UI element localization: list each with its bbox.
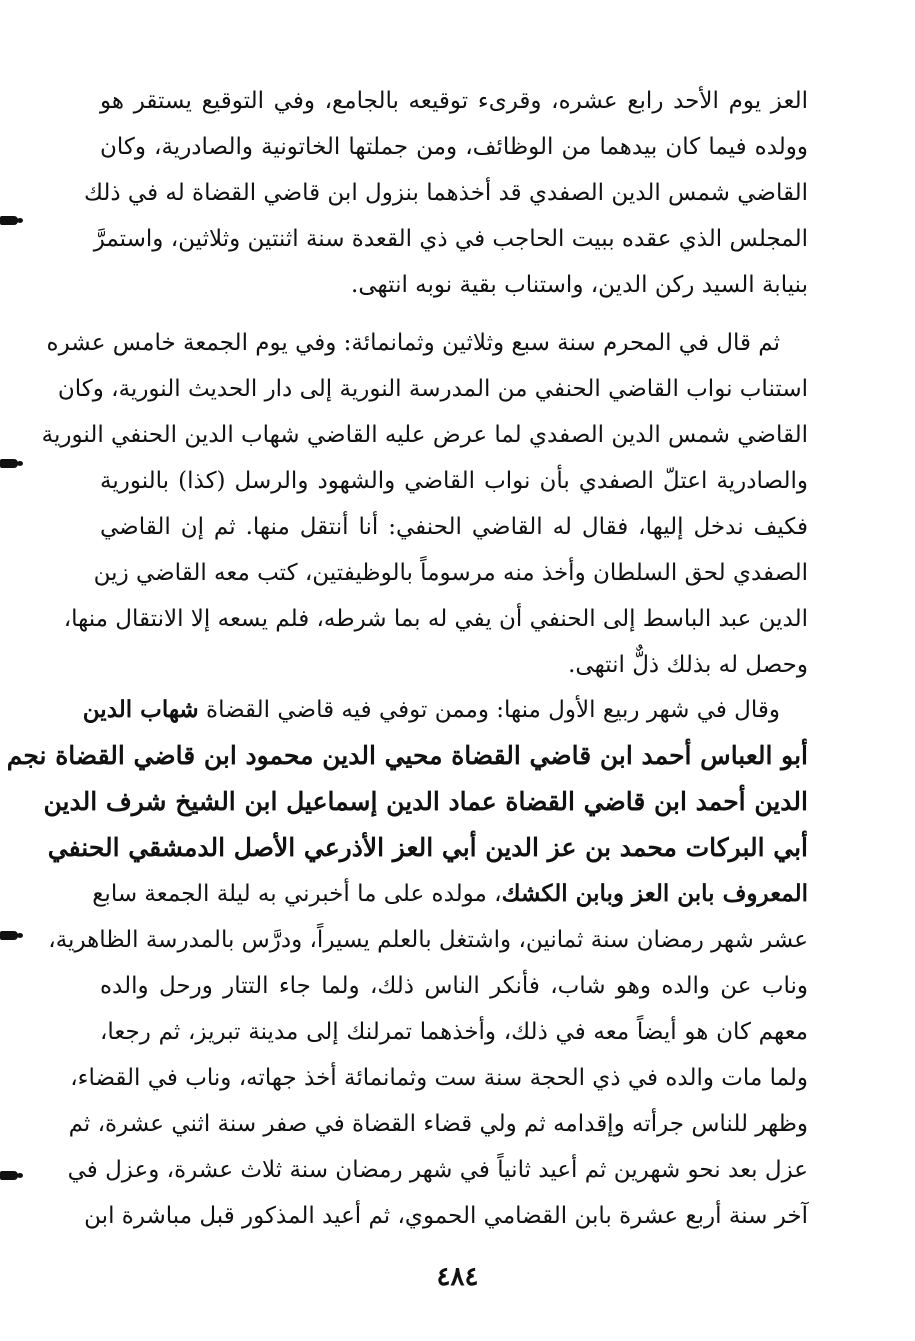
text-line: عشر شهر رمضان سنة ثمانين، واشتغل بالعلم يسيراً، ودرَّس بالمدرسة الظاهرية، xyxy=(48,927,808,953)
text-line: والصادرية اعتلّ الصفدي بأن نواب القاضي والشهود والرسل (كذا) بالنورية xyxy=(100,468,808,494)
text-line: وحصل له بذلك ذلٌّ انتهى. xyxy=(568,652,808,678)
text-line: القاضي شمس الدين الصفدي لما عرض عليه القاضي شهاب الدين الحنفي النورية xyxy=(41,422,808,448)
margin-mark xyxy=(0,216,18,225)
bold-text-line: أبي البركات محمد بن عز الدين أبي العز الأذرعي الأصل الدمشقي الحنفي xyxy=(47,833,808,862)
text-line: فكيف ندخل إليها، فقال له القاضي الحنفي: أنا أنتقل منها. ثم إن القاضي xyxy=(100,514,808,540)
bold-name: المعروف بابن العز وبابن الكشك xyxy=(501,880,808,907)
text-span: وقال في شهر ربيع الأول منها: وممن توفي فيه قاضي القضاة xyxy=(206,697,780,723)
text-line xyxy=(92,871,808,917)
paragraph-2 xyxy=(41,320,808,688)
text-line xyxy=(82,687,808,733)
text-line: معهم كان هو أيضاً معه في ذلك، وأخذهما تمرلنك إلى مدينة تبريز، ثم رجعا، xyxy=(100,1019,808,1045)
text-line: وولده فيما كان بيدهما من الوظائف، ومن جملتها الخاتونية والصادرية، وكان xyxy=(100,134,808,160)
paragraph-3 xyxy=(6,687,808,1239)
margin-mark xyxy=(0,931,18,940)
text-line: عزل بعد نحو شهرين ثم أعيد ثانياً في شهر رمضان سنة ثلاث عشرة، وعزل في xyxy=(67,1157,808,1183)
text-span: ، مولده على ما أخبرني به ليلة الجمعة سابع xyxy=(92,881,502,907)
paragraph-1 xyxy=(83,78,808,308)
text-line: ولما مات والده في ذي الحجة سنة ست وثمانمائة أخذ جهاته، وناب في القضاء، xyxy=(70,1065,808,1091)
text-line: الدين عبد الباسط إلى الحنفي أن يفي له بما شرطه، فلم يسعه إلا الانتقال منها، xyxy=(63,606,808,632)
text-line: ثم قال في المحرم سنة سبع وثلاثين وثمانمائة: وفي يوم الجمعة خامس عشره xyxy=(46,330,780,356)
text-line: وناب عن والده وهو شاب، فأنكر الناس ذلك، ولما جاء التتار ورحل والده xyxy=(100,973,808,999)
text-line: المجلس الذي عقده ببيت الحاجب في ذي القعدة سنة اثنتين وثلاثين، واستمرَّ xyxy=(93,226,808,252)
text-line: آخر سنة أربع عشرة بابن القضامي الحموي، ثم أعيد المذكور قبل مباشرة ابن xyxy=(84,1203,808,1229)
text-line: وظهر للناس جرأته وإقدامه ثم ولي قضاء القضاة في صفر سنة اثني عشرة، ثم xyxy=(68,1111,808,1137)
text-line: القاضي شمس الدين الصفدي قد أخذهما بنزول ابن قاضي القضاة له في ذلك xyxy=(83,180,808,206)
text-line: بنيابة السيد ركن الدين، واستناب بقية نوبه انتهى. xyxy=(351,272,808,298)
bold-text-line: الدين أحمد ابن قاضي القضاة عماد الدين إسماعيل ابن الشيخ شرف الدين xyxy=(43,787,808,816)
text-line: الصفدي لحق السلطان وأخذ منه مرسوماً بالوظيفتين، كتب معه القاضي زين xyxy=(93,560,808,586)
text-line: العز يوم الأحد رابع عشره، وقرىء توقيعه بالجامع، وفي التوقيع يستقر هو xyxy=(100,88,808,114)
margin-mark xyxy=(0,1171,18,1180)
margin-mark xyxy=(0,459,18,468)
bold-name: شهاب الدين xyxy=(82,696,199,723)
text-line: استناب نواب القاضي الحنفي من المدرسة النورية إلى دار الحديث النورية، وكان xyxy=(57,376,808,402)
bold-text-line: أبو العباس أحمد ابن قاضي القضاة محيي الدين محمود ابن قاضي القضاة نجم xyxy=(6,741,808,770)
page-number: ٤٨٤ xyxy=(436,1262,479,1292)
